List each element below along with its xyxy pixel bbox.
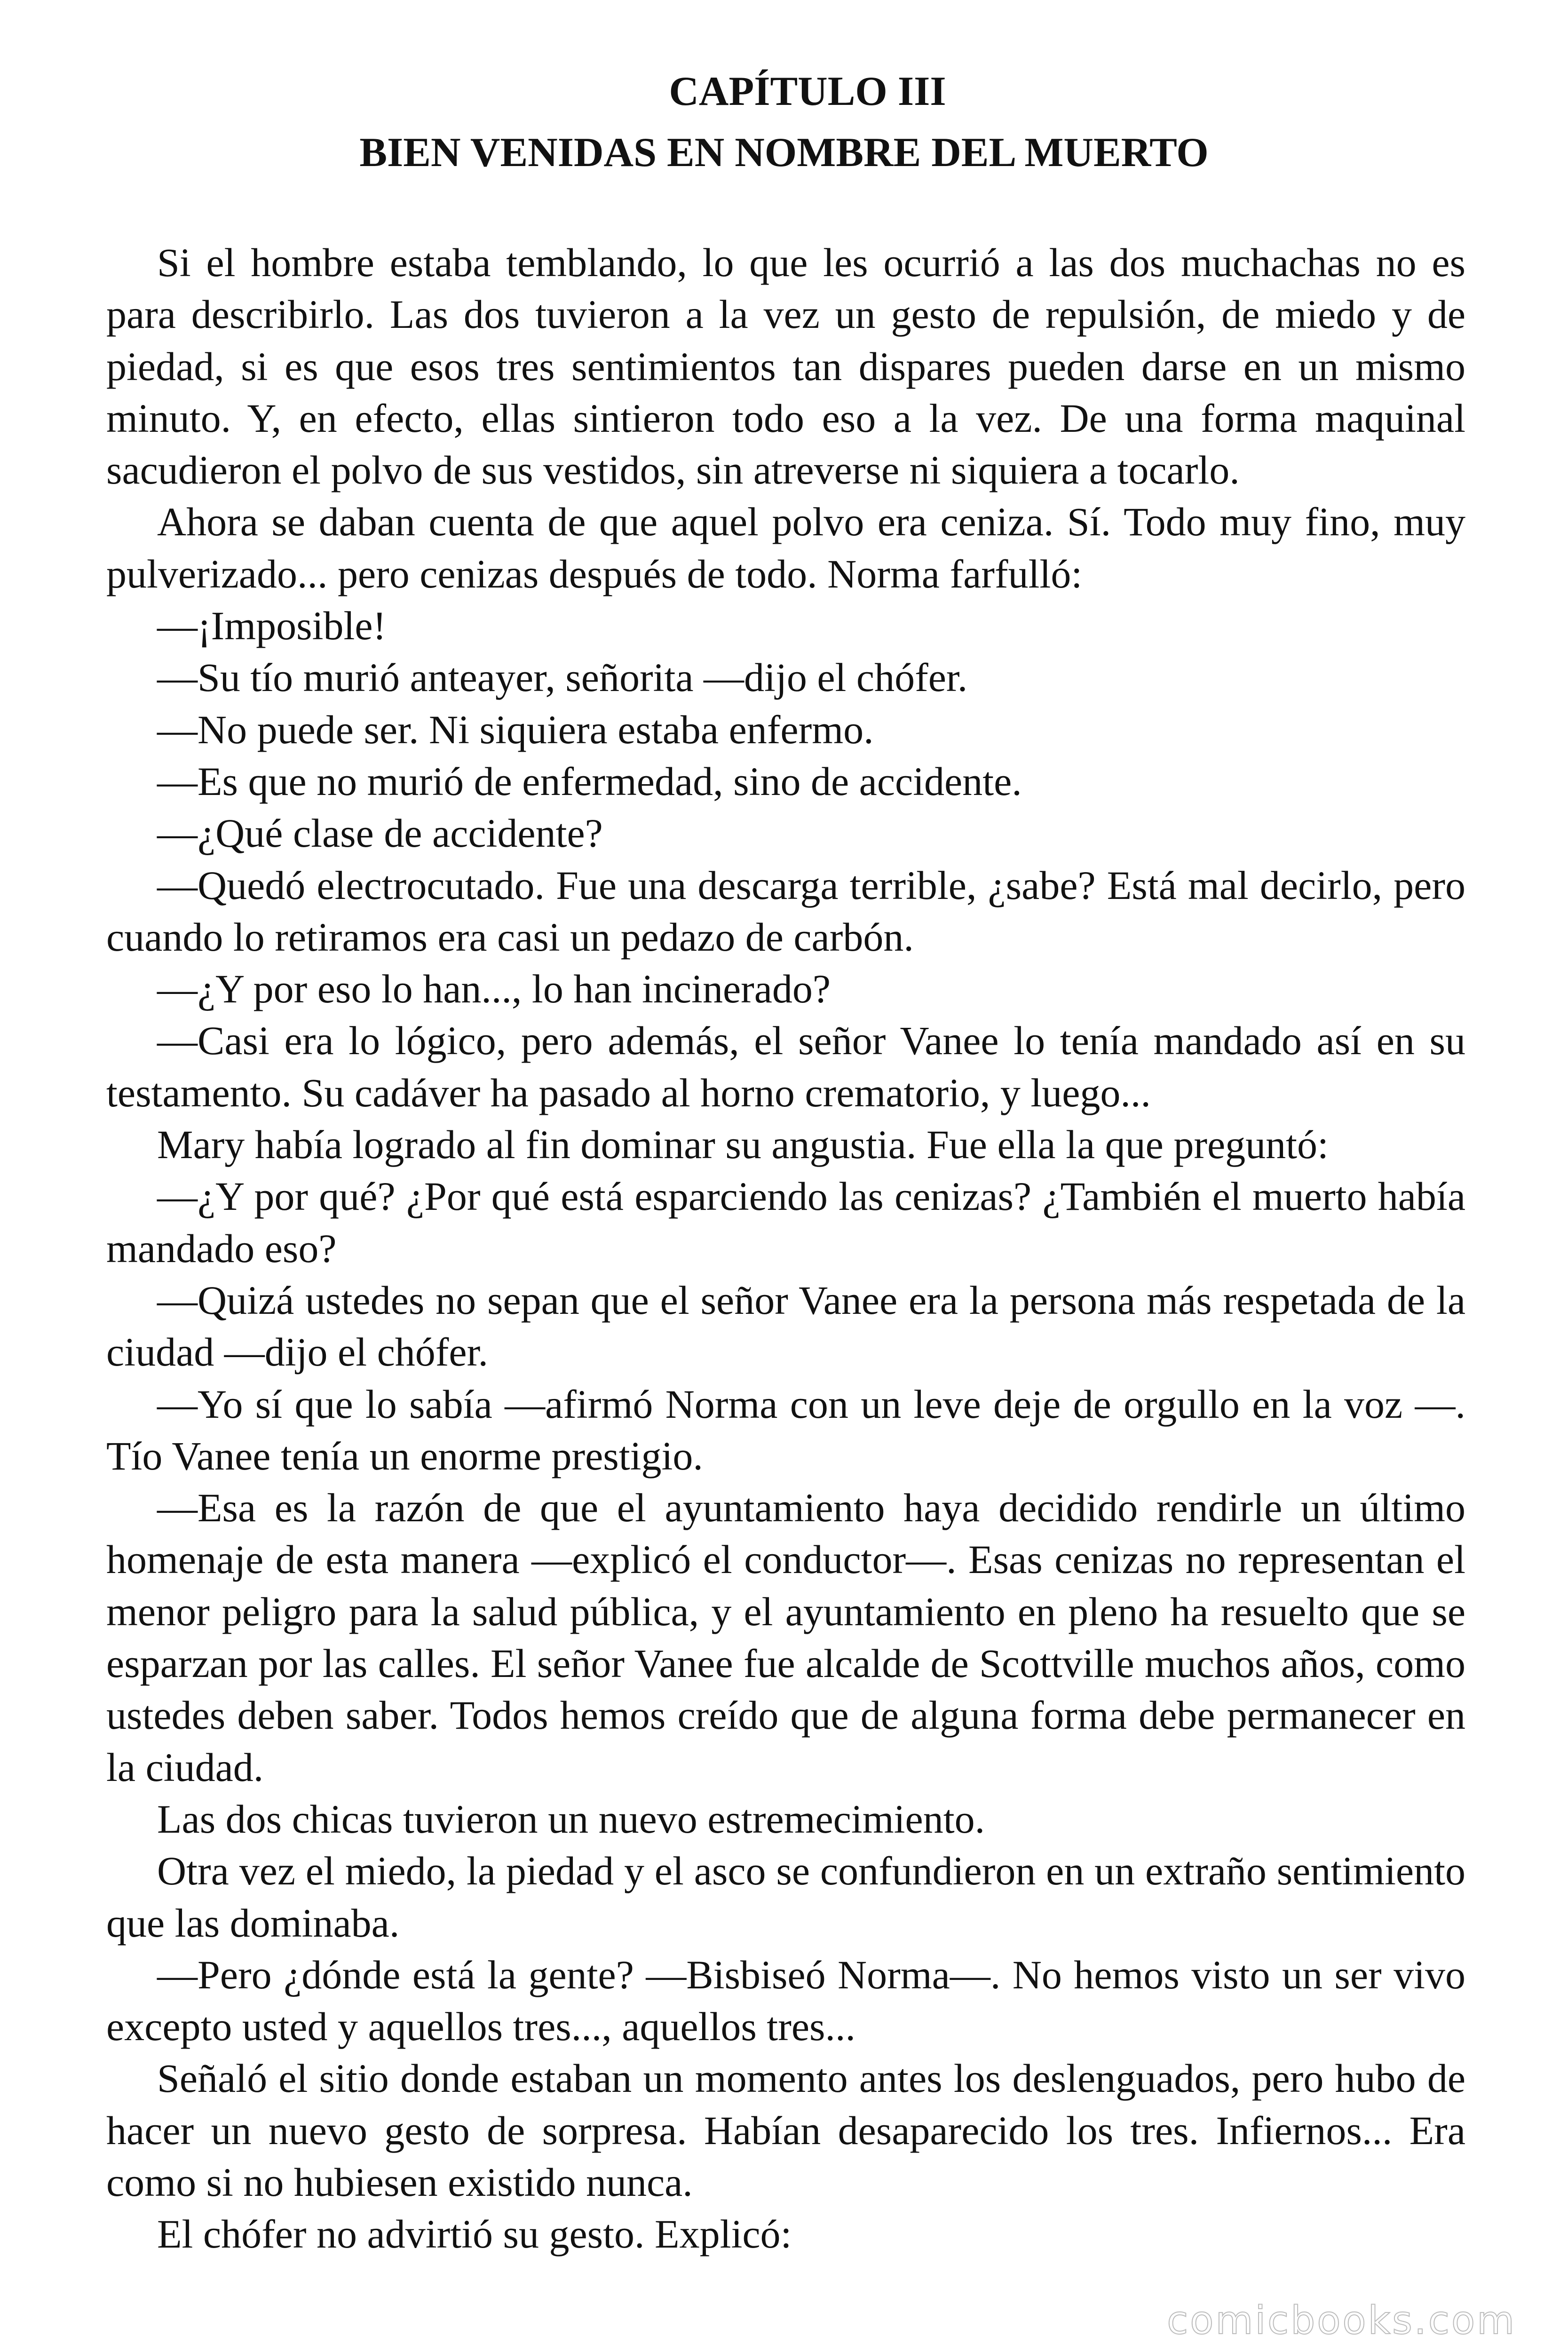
paragraph: —No puede ser. Ni siquiera estaba enfermo. [157,707,874,752]
paragraph: —Yo sí que lo sabía —afirmó Norma con un leve deje de orgullo en la voz —. Tío Vanee tenía un enorme prestigio. [106,1381,1465,1478]
paragraph: —Es que no murió de enfermedad, sino de accidente. [157,758,1022,804]
paragraph: —Esa es la razón de que el ayuntamiento haya decidido rendirle un último homenaje de esta manera —explicó el conductor—. Esas cenizas no representan el menor peligro para la salud pública, y el ayuntamiento en pleno ha resuelto que se esparzan por las calles. El señor Vanee fue alcalde de Scottville muchos años, como ustedes deben saber. Todos hemos creído que de alguna forma debe permanecer en la ciudad. [106,1485,1465,1790]
chapter-number: CAPÍTULO III [669,69,946,114]
paragraph: —Casi era lo lógico, pero además, el señor Vanee lo tenía mandado así en su testamento. Su cadáver ha pasado al horno crematorio, y luego... [106,1018,1465,1115]
paragraph: Si el hombre estaba temblando, lo que les ocurrió a las dos muchachas no es para describirlo. Las dos tuvieron a la vez un gesto de repulsión, de miedo y de piedad, si es que esos tres sentimientos tan dispares pueden darse en un mismo minuto. Y, en efecto, ellas sintieron todo eso a la vez. De una forma maquinal sacudieron el polvo de sus vestidos, sin atreverse ni siquiera a tocarlo. [106,240,1465,493]
paragraph: Mary había logrado al fin dominar su angustia. Fue ella la que preguntó: [157,1122,1329,1168]
paragraph: —¿Y por qué? ¿Por qué está esparciendo las cenizas? ¿También el muerto había mandado eso? [106,1174,1465,1271]
paragraph: —Pero ¿dónde está la gente? —Bisbiseó Norma—. No hemos visto un ser vivo excepto usted y aquellos tres..., aquellos tres... [106,1952,1465,2050]
chapter-body [106,237,1465,2260]
paragraph: Señaló el sitio donde estaban un momento antes los deslenguados, pero hubo de hacer un nuevo gesto de sorpresa. Habían desaparecido los tres. Infiernos... Era como si no hubiesen existido nunca. [106,2056,1465,2205]
paragraph: —¿Qué clase de accidente? [157,810,603,856]
chapter-title: BIEN VENIDAS EN NOMBRE DEL MUERTO [359,130,1209,175]
paragraph: —Quedó electrocutado. Fue una descarga terrible, ¿sabe? Está mal decirlo, pero cuando lo retiramos era casi un pedazo de carbón. [106,862,1465,960]
paragraph: Otra vez el miedo, la piedad y el asco se confundieron en un extraño sentimiento que las dominaba. [106,1848,1465,1946]
paragraph: —Quizá ustedes no sepan que el señor Vanee era la persona más respetada de la ciudad —dijo el chófer. [106,1277,1465,1375]
paragraph: Ahora se daban cuenta de que aquel polvo era ceniza. Sí. Todo muy fino, muy pulverizado... pero cenizas después de todo. Norma farfulló: [106,499,1465,596]
paragraph: Las dos chicas tuvieron un nuevo estremecimiento. [157,1796,985,1842]
site-watermark: comicbooks.com [1167,2298,1516,2343]
paragraph: —Su tío murió anteayer, señorita —dijo el chófer. [157,655,968,700]
paragraph: —¿Y por eso lo han..., lo han incinerado? [157,966,831,1012]
paragraph: El chófer no advirtió su gesto. Explicó: [157,2211,792,2257]
chapter-heading [0,61,1568,183]
paragraph: —¡Imposible! [157,603,387,649]
